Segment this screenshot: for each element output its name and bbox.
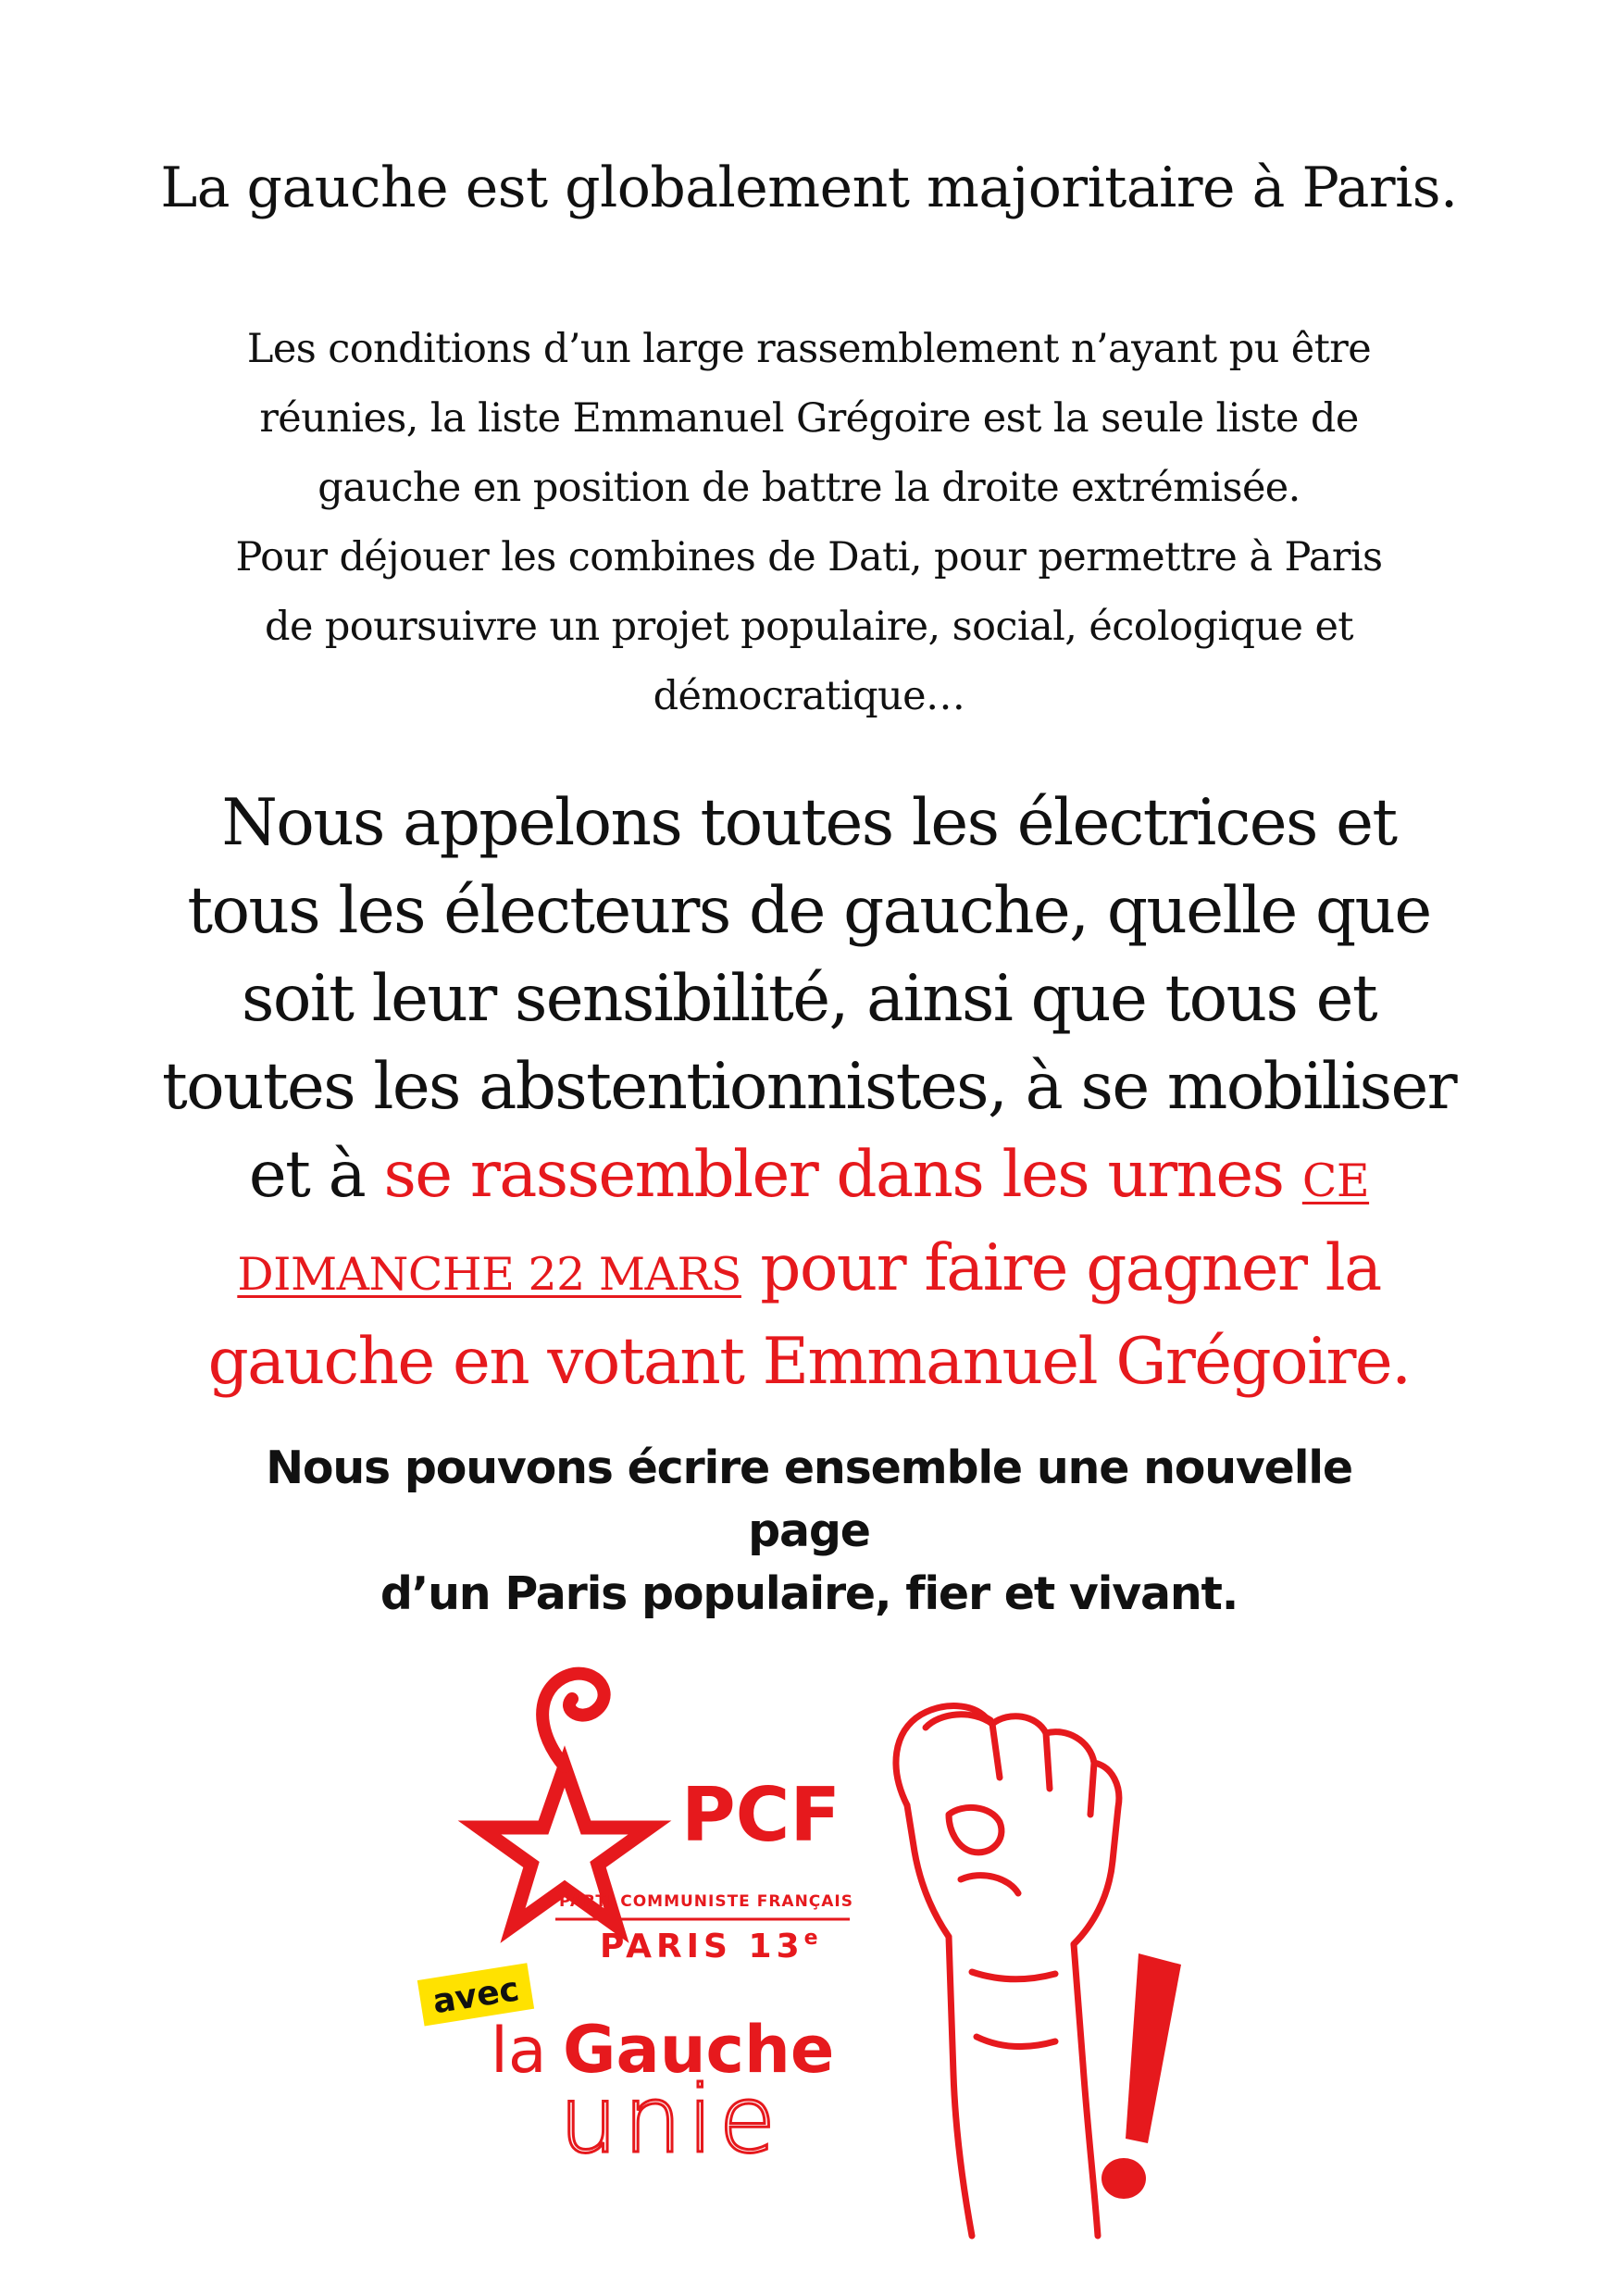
party-full-name: PARTI COMMUNISTE FRANÇAIS: [559, 1892, 854, 1911]
pcf-logo: [407, 1666, 1240, 2240]
headline: La gauche est globalement majoritaire à Paris.: [160, 156, 1458, 220]
call-to-action: [157, 780, 1461, 1406]
exclamation-icon: [1101, 1953, 1181, 2199]
section-name: PARIS 13e: [600, 1927, 823, 1965]
la-label: la: [491, 2015, 547, 2088]
closing-text: [207, 1437, 1411, 1626]
intro-text: [207, 315, 1411, 731]
unie-label: unie: [559, 2065, 782, 2174]
call-lead: Nous appelons toutes les électrices et tous les électeurs de gauche, quelle que soit leur sensibilité, ainsi que tous et toutes les abstentionnistes, à se mobiliser et à: [161, 786, 1457, 1212]
closing-line-1: Nous pouvons écrire ensemble une nouvelle page: [266, 1441, 1352, 1557]
intro-paragraph-1: Les conditions d’un large rassemblement n’ayant pu être réunies, la liste Emmanuel Grégoire est la seule liste de gauche en position de battre la droite extrémisée.: [246, 326, 1372, 511]
election-date: CE DIMANCHE 22 MARS: [237, 1154, 1370, 1301]
call-tail: pour faire gagner la gauche en votant Emmanuel Grégoire.: [207, 1231, 1411, 1399]
exclamation-glyph: !: [1148, 2185, 1149, 2186]
pcf-wordmark: PCF: [681, 1772, 840, 1858]
gauche-label: Gauche: [563, 2012, 835, 2088]
call-highlight: se rassembler dans les urnes: [383, 1138, 1284, 1212]
closing-line-2: d’un Paris populaire, fier et vivant.: [380, 1567, 1238, 1620]
avec-label: avec: [429, 1970, 522, 2022]
intro-paragraph-2: Pour déjouer les combines de Dati, pour permettre à Paris de poursuivre un projet populaire, social, écologique et démocratique…: [235, 534, 1383, 719]
raised-fist-icon: [896, 1706, 1119, 2236]
star-icon: [479, 1674, 650, 1926]
